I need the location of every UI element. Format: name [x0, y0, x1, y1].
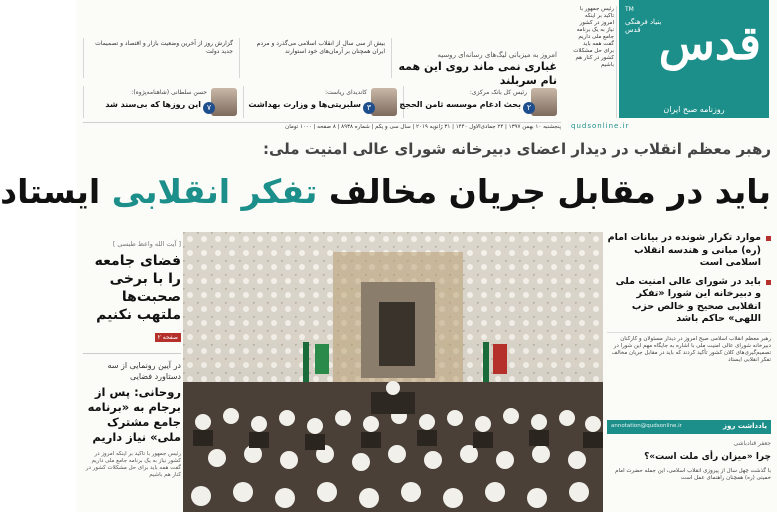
foundation-label: بنیاد فرهنگی قدس [625, 18, 662, 34]
main-headline[interactable] [0, 166, 771, 218]
masthead-teasers [83, 38, 561, 120]
subrow-item[interactable] [243, 86, 401, 118]
subrow-item[interactable] [83, 86, 241, 118]
teaser-text: بیش از سی سال از انقلاب اسلامی می‌گذرد و مردم ایران همچنان بر آرمان‌های خود استوارند [256, 40, 385, 55]
annotation-headline[interactable]: چرا «میزان رأی ملت است»؟ [644, 452, 771, 462]
story-title-2[interactable]: روحانی: پس از برجام به «برنامه جامع مشترک ملی» نیاز داریم [87, 385, 181, 444]
trademark: TM [625, 6, 634, 13]
portrait-image [531, 88, 557, 116]
story-author: [ آیت الله واعظ طبسی ] [112, 240, 181, 248]
newspaper-logo: قدس [658, 16, 761, 70]
teaser-headline: غباری نمی ماند روی این همه نام سربلند [398, 60, 557, 87]
teaser-main[interactable] [391, 38, 561, 87]
subrow-headline: بحث ادغام موسسه ثامن الحجج [399, 100, 521, 109]
teaser-text: گزارش روز از آخرین وضعیت بازار و اقتصاد و تصمیمات جدید دولت [95, 40, 233, 55]
bullet-point: موارد تکرار شونده در بیانات امام (ره) مبانی و هندسه انقلاب اسلامی است [607, 232, 771, 270]
logo-sidebar-text: رئیس جمهور با تاکید بر اینکه امروز در کشور نیاز به یک برنامه جامع ملی داریم گفت همه باید برای حل مشکلات کشور در کنار هم باشیم [571, 6, 617, 118]
story-title[interactable]: فضای جامعه را با برخی صحبت‌ها ملتهب نکنیم [94, 253, 181, 323]
headline-part1: باید در مقابل جریان مخالف [328, 172, 771, 211]
annotation-body: با گذشت چهل سال از پیروزی انقلاب اسلامی، این جمله حضرت امام خمینی (ره) همچنان راهنمای عمل است [615, 468, 771, 481]
issue-info-line: پنجشنبه ۱۰ بهمن ۱۳۹۷ | ۲۴ جمادی‌الاول ۱۴۴۰ | ۳۱ ژانویه ۲۰۱۹ | سال سی و یکم | شماره ۸۹۳۸ | ۸ صفحه | ۱۰۰۰ تومان [83, 122, 561, 132]
photo-illustration [183, 232, 603, 512]
subrow-item[interactable] [399, 86, 561, 118]
page-number-badge: ۲ [523, 102, 535, 114]
divider [83, 353, 181, 354]
teaser-kicker: امروز به میزبانی لیگ‌های رسانه‌ای روسیه [437, 51, 557, 59]
headline-kicker: رهبر معظم انقلاب در دیدار اعضای دبیرخانه شورای عالی امنیت ملی: [263, 140, 771, 158]
subrow-kicker: حسن سلطانی (شاهنامه‌پژوه): [131, 89, 207, 96]
subrow-headline: این روزها که بی‌سند شد [105, 100, 201, 109]
headline-part2: ایستاد [0, 172, 101, 211]
right-column [607, 232, 771, 512]
left-column [83, 240, 181, 512]
portrait-image [371, 88, 397, 116]
annotation-title: یادداشت روز [723, 422, 767, 430]
bullet-point: باید در شورای عالی امنیت ملی و دبیرخانه این شورا «تفکر انقلابی صحیح و خالص حزب اللهی» حاکم باشد [607, 276, 771, 326]
website-link[interactable]: qudsonline.ir [571, 122, 630, 130]
subrow-kicker: کاندیدای ریاست: [325, 89, 367, 96]
portrait-image [211, 88, 237, 116]
teaser-3[interactable] [83, 38, 237, 78]
teaser-2[interactable] [239, 38, 389, 78]
tagline: روزنامه صبح ایران [663, 105, 725, 114]
page-badge: صفحه ۲ [155, 333, 181, 342]
page-number-badge: ۳ [363, 102, 375, 114]
annotation-author: جعفر قنادباشی [733, 440, 771, 447]
subrow-headline: سلبریتی‌ها و وزارت بهداشت [248, 100, 361, 109]
annotation-email[interactable]: annotation@qudsonline.ir [611, 423, 682, 429]
page-number-badge: ۷ [203, 102, 215, 114]
main-photo [183, 232, 603, 512]
lead-body: رهبر معظم انقلاب اسلامی صبح امروز در دیدار مسئولان و کارکنان دبیرخانه شورای عالی امنیت ملی با اشاره به جایگاه مهم این شورا در تصمیم‌گیری‌های کلان کشور تأکید کردند که باید در مقابل جریان مخالف تفکر انقلابی ایستاد [607, 332, 771, 428]
annotation-header [607, 420, 771, 434]
subrow-kicker: رئیس کل بانک مرکزی: [469, 89, 527, 96]
logo-block [619, 0, 769, 118]
story-body: رئیس جمهور با تاکید بر اینکه امروز در کشور نیاز به یک برنامه جامع ملی داریم گفت همه باید برای حل مشکلات کشور در کنار هم باشیم [85, 451, 181, 478]
headline-accent: تفکر انقلابی [111, 172, 318, 211]
story-subtitle: در آیین رونمایی از سه دستاورد فضایی [107, 361, 181, 381]
teaser-main-box [397, 50, 557, 88]
